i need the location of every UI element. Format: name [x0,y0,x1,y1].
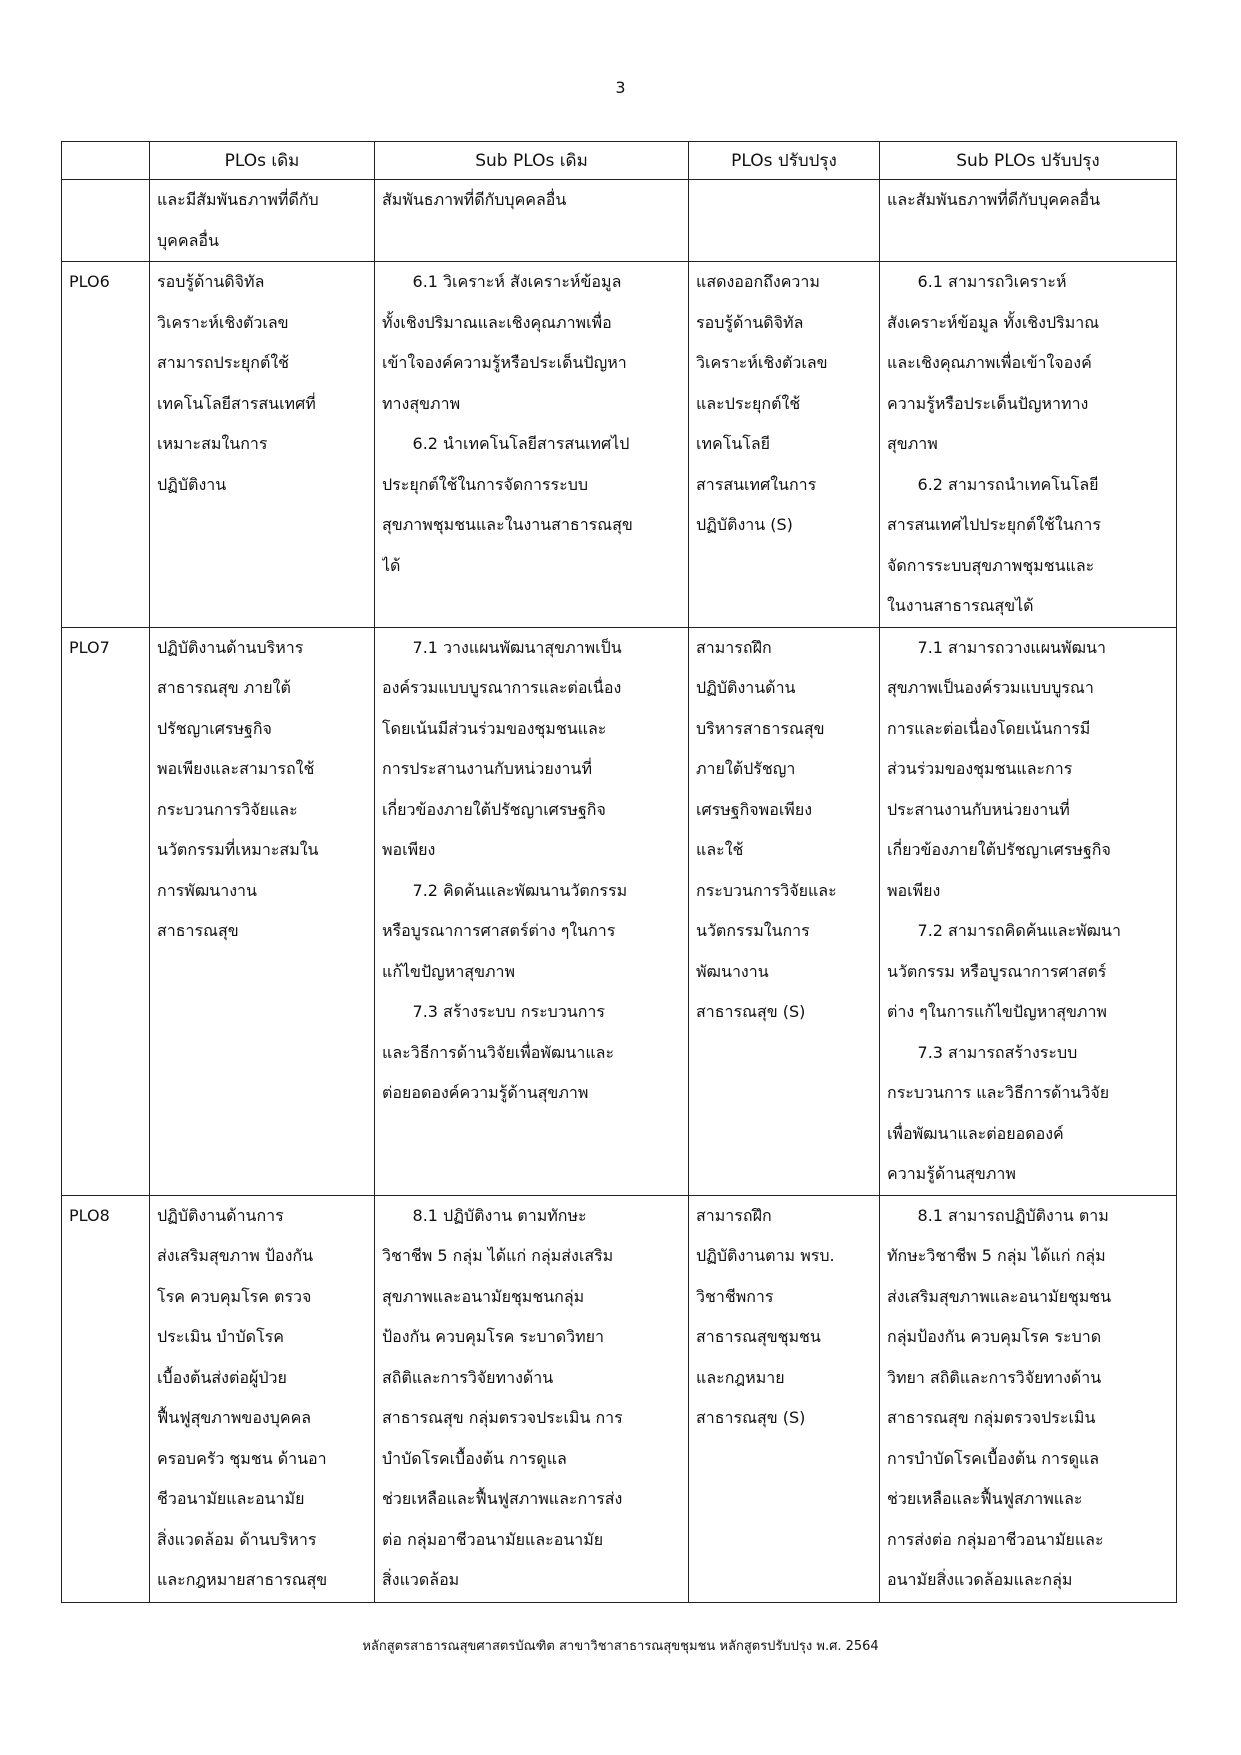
sub-plos-new-text-line: เพื่อพัฒนาและต่อยอดองค์ [887,1123,1064,1143]
plos-old-text-line: พอเพียงและสามารถใช้ [157,759,315,778]
plos-old-text-line: ปฏิบัติงาน [157,474,227,494]
plos-old-text-line: เบื้องต้นส่งต่อผู้ป่วย [157,1367,287,1387]
plos-new-text-line: แสดงออกถึงความ [696,272,820,291]
plos-new-text-line: สามารถฝึก [696,637,772,657]
sub-plos-new-text-line: 6.1 สามารถวิเคราะห์ [887,272,1067,291]
sub-plos-new-text-line: กระบวนการ และวิธีการด้านวิจัย [887,1083,1110,1102]
sub-plos-old-cell [375,180,689,262]
sub-plos-old-text-line: 8.1 ปฏิบัติงาน ตามทักษะ [382,1205,587,1225]
sub-plos-new-cell [880,627,1177,1195]
sub-plos-new-cell [880,1195,1177,1602]
plos-old-text-line: สาธารณสุข [157,921,239,940]
plos-new-text-line: วิเคราะห์เชิงตัวเลข [696,353,828,372]
sub-plos-new-text-line: ในงานสาธารณสุขได้ [887,596,1034,615]
sub-plos-new-text-line: นวัตกรรม หรือบูรณาการศาสตร์ [887,961,1107,981]
plos-new-text-line: ปฏิบัติงาน (S) [696,515,793,534]
plos-old-text-line: โรค ควบคุมโรค ตรวจ [157,1286,312,1306]
plos-old-text-line: ประเมิน บำบัดโรค [157,1327,284,1346]
plos-old-text-line: ปฏิบัติงานด้านการ [157,1205,284,1225]
sub-plos-old-text-line: ได้ [382,555,401,575]
sub-plos-new-text-line: ประสานงานกับหน่วยงานที่ [887,799,1070,819]
plos-old-text-line: สาธารณสุข ภายใต้ [157,678,291,697]
table-row [62,180,1177,262]
sub-plos-old-text-line: 6.1 วิเคราะห์ สังเคราะห์ข้อมูล [382,272,622,291]
plos-new-cell [689,262,880,628]
sub-plos-old-text-line: สถิติและการวิจัยทางด้าน [382,1367,554,1387]
plos-old-text-line: และมีสัมพันธภาพที่ดีกับ [157,190,319,209]
sub-plos-new-text-line: ทักษะวิชาชีพ 5 กลุ่ม ได้แก่ กลุ่ม [887,1246,1106,1265]
plos-old-text-line: ส่งเสริมสุขภาพ ป้องกัน [157,1246,314,1265]
plos-old-text-line: บุคคลอื่น [157,230,219,250]
header-plos-old: PLOs เดิม [150,142,375,180]
sub-plos-old-text-line: เกี่ยวข้องภายใต้ปรัชญาเศรษฐกิจ [382,799,606,819]
sub-plos-new-text-line: 8.1 สามารถปฏิบัติงาน ตาม [887,1205,1109,1225]
sub-plos-old-text-line: เข้าใจองค์ความรู้หรือประเด็นปัญหา [382,353,627,372]
plos-new-text-line: ภายใต้ปรัชญา [696,759,796,778]
plos-old-text-line: นวัตกรรมที่เหมาะสมใน [157,840,319,859]
sub-plos-old-text-line: และวิธีการด้านวิจัยเพื่อพัฒนาและ [382,1042,615,1062]
plos-old-text-line: และกฎหมายสาธารณสุข [157,1570,328,1589]
sub-plos-old-text-line: 6.2 นำเทคโนโลยีสารสนเทศไป [382,434,630,453]
sub-plos-new-text-line: การบำบัดโรคเบื้องต้น การดูแล [887,1448,1100,1468]
plos-new-text-line: พัฒนางาน [696,961,769,981]
sub-plos-old-text-line: ทั้งเชิงปริมาณและเชิงคุณภาพเพื่อ [382,312,612,332]
plos-old-text-line: ชีวอนามัยและอนามัย [157,1489,305,1508]
plos-new-text-line: กระบวนการวิจัยและ [696,880,837,900]
row-label-cell [62,262,150,628]
sub-plos-old-text-line: บำบัดโรคเบื้องต้น การดูแล [382,1448,567,1468]
sub-plos-new-text-line: สังเคราะห์ข้อมูล ทั้งเชิงปริมาณ [887,312,1100,332]
row-label-cell [62,627,150,1195]
sub-plos-old-text-line: แก้ไขปัญหาสุขภาพ [382,961,516,981]
page-number: 3 [615,78,626,97]
sub-plos-old-text-line: สัมพันธภาพที่ดีกับบุคคลอื่น [382,190,567,209]
plos-new-text-line: และกฎหมาย [696,1367,785,1387]
plos-old-cell [150,262,375,628]
sub-plos-new-text-line: ส่งเสริมสุขภาพและอนามัยชุมชน [887,1286,1112,1306]
sub-plos-new-text-line: เกี่ยวข้องภายใต้ปรัชญาเศรษฐกิจ [887,840,1111,859]
plos-new-text-line: เทคโนโลยี [696,434,771,453]
plos-old-text-line: รอบรู้ด้านดิจิทัล [157,272,265,291]
sub-plos-old-text-line: การประสานงานกับหน่วยงานที่ [382,759,592,778]
table-row [62,262,1177,628]
plos-old-text-line: สามารถประยุกต์ใช้ [157,353,290,372]
sub-plos-new-text-line: การและต่อเนื่องโดยเน้นการมี [887,718,1091,738]
plo-comparison-table [61,141,1177,1603]
row-label [69,180,142,221]
sub-plos-old-text-line: ช่วยเหลือและฟื้นฟูสภาพและการส่ง [382,1489,623,1508]
plos-new-text-line: สารสนเทศในการ [696,474,817,494]
sub-plos-old-text-line: พอเพียง [382,840,436,859]
table-row [62,1195,1177,1602]
sub-plos-new-text-line: ช่วยเหลือและฟื้นฟูสภาพและ [887,1489,1083,1508]
table-row [62,627,1177,1195]
sub-plos-new-text-line: สาธารณสุข กลุ่มตรวจประเมิน [887,1408,1096,1427]
plos-old-text-line: การพัฒนางาน [157,880,257,900]
plos-new-cell [689,1195,880,1602]
sub-plos-old-text-line: ต่อ กลุ่มอาชีวอนามัยและอนามัย [382,1529,604,1549]
sub-plos-new-text-line: การส่งต่อ กลุ่มอาชีวอนามัยและ [887,1529,1104,1549]
plos-new-text-line: นวัตกรรมในการ [696,921,810,940]
sub-plos-new-text-line: 7.3 สามารถสร้างระบบ [887,1042,1078,1062]
sub-plos-new-text-line: สุขภาพ [887,434,938,453]
sub-plos-new-cell [880,262,1177,628]
plos-new-text-line: รอบรู้ด้านดิจิทัล [696,312,804,332]
sub-plos-new-text-line: วิทยา สถิติและการวิจัยทางด้าน [887,1367,1102,1387]
sub-plos-old-text-line: ต่อยอดองค์ความรู้ด้านสุขภาพ [382,1083,589,1102]
sub-plos-new-text-line: ส่วนร่วมของชุมชนและการ [887,759,1073,778]
plos-new-text-line: เศรษฐกิจพอเพียง [696,799,813,819]
plos-old-text-line: เหมาะสมในการ [157,434,268,453]
sub-plos-new-text-line: 6.2 สามารถนำเทคโนโลยี [887,474,1099,494]
header-sub-plos-new: Sub PLOs ปรับปรุง [880,142,1177,180]
table-header-row [62,142,1177,180]
row-label: PLO8 [69,1205,110,1225]
sub-plos-old-cell [375,262,689,628]
plos-old-text-line: กระบวนการวิจัยและ [157,799,298,819]
plos-new-text-line: ปฏิบัติงานด้าน [696,678,796,697]
plos-old-cell [150,1195,375,1602]
sub-plos-new-text-line: พอเพียง [887,880,941,900]
plos-new-text-line: สาธารณสุข (S) [696,1002,806,1021]
sub-plos-new-text-line: และสัมพันธภาพที่ดีกับบุคคลอื่น [887,190,1101,209]
sub-plos-old-cell [375,1195,689,1602]
sub-plos-new-text-line: จัดการระบบสุขภาพชุมชนและ [887,555,1095,575]
plos-new-text-line: บริหารสาธารณสุข [696,718,825,738]
sub-plos-old-text-line: โดยเน้นมีส่วนร่วมของชุมชนและ [382,718,607,738]
sub-plos-old-text-line: หรือบูรณาการศาสตร์ต่าง ๆในการ [382,921,616,940]
header-plos-new: PLOs ปรับปรุง [689,142,880,180]
sub-plos-old-text-line: ประยุกต์ใช้ในการจัดการระบบ [382,474,589,494]
plos-new-text-line: สาธารณสุข (S) [696,1408,806,1427]
sub-plos-new-text-line: อนามัยสิ่งแวดล้อมและกลุ่ม [887,1570,1073,1589]
header-sub-plos-old: Sub PLOs เดิม [375,142,689,180]
plos-new-text-line: และประยุกต์ใช้ [696,393,801,413]
sub-plos-old-text-line: 7.1 วางแผนพัฒนาสุขภาพเป็น [382,637,622,657]
sub-plos-old-text-line: 7.3 สร้างระบบ กระบวนการ [382,1002,606,1021]
plos-old-cell [150,180,375,262]
sub-plos-old-text-line: วิชาชีพ 5 กลุ่ม ได้แก่ กลุ่มส่งเสริม [382,1246,614,1265]
plos-new-text-line: สามารถฝึก [696,1205,772,1225]
sub-plos-old-cell [375,627,689,1195]
plos-new-text-line: สาธารณสุขชุมชน [696,1327,821,1346]
sub-plos-new-cell [880,180,1177,262]
sub-plos-old-text-line: ป้องกัน ควบคุมโรค ระบาดวิทยา [382,1327,604,1346]
sub-plos-old-text-line: สุขภาพชุมชนและในงานสาธารณสุข [382,515,633,534]
plos-old-text-line: ฟื้นฟูสุขภาพของบุคคล [157,1408,312,1427]
row-label-cell [62,1195,150,1602]
sub-plos-new-text-line: 7.1 สามารถวางแผนพัฒนา [887,637,1106,657]
page-footer: หลักสูตรสาธารณสุขศาสตรบัณฑิต สาขาวิชาสาธารณสุขชุมชน หลักสูตรปรับปรุง พ.ศ. 2564 [362,1639,879,1654]
sub-plos-new-text-line: 7.2 สามารถคิดค้นและพัฒนา [887,921,1121,940]
row-label: PLO7 [69,637,110,657]
plos-old-text-line: ครอบครัว ชุมชน ด้านอา [157,1448,327,1468]
row-label-cell [62,180,150,262]
plos-old-text-line: ปรัชญาเศรษฐกิจ [157,718,272,738]
sub-plos-old-text-line: ทางสุขภาพ [382,393,461,413]
sub-plos-new-text-line: ต่าง ๆในการแก้ไขปัญหาสุขภาพ [887,1002,1107,1021]
sub-plos-old-text-line: องค์รวมแบบบูรณาการและต่อเนื่อง [382,678,622,697]
plos-new-text-line: และใช้ [696,840,744,859]
sub-plos-new-text-line: สารสนเทศไปประยุกต์ใช้ในการ [887,515,1101,534]
plos-old-text-line: เทคโนโลยีสารสนเทศที่ [157,393,316,413]
plos-new-cell [689,180,880,262]
sub-plos-new-text-line: ความรู้หรือประเด็นปัญหาทาง [887,393,1089,413]
sub-plos-new-text-line: และเชิงคุณภาพเพื่อเข้าใจองค์ [887,353,1092,372]
plos-old-text-line: สิ่งแวดล้อม ด้านบริหาร [157,1529,317,1549]
sub-plos-new-text-line: กลุ่มป้องกัน ควบคุมโรค ระบาด [887,1327,1102,1346]
sub-plos-old-text-line: สาธารณสุข กลุ่มตรวจประเมิน การ [382,1408,623,1427]
sub-plos-old-text-line: 7.2 คิดค้นและพัฒนานวัตกรรม [382,880,628,900]
plos-new-text-line: วิชาชีพการ [696,1286,774,1306]
sub-plos-old-text-line: สุขภาพและอนามัยชุมชนกลุ่ม [382,1286,585,1306]
sub-plos-old-text-line: สิ่งแวดล้อม [382,1570,460,1589]
plos-new-text-line: ปฏิบัติงานตาม พรบ. [696,1246,835,1265]
header-row-label [62,142,150,180]
plos-new-cell [689,627,880,1195]
plos-old-text-line: ปฏิบัติงานด้านบริหาร [157,637,304,657]
plos-old-cell [150,627,375,1195]
plos-old-text-line: วิเคราะห์เชิงตัวเลข [157,312,289,332]
row-label: PLO6 [69,272,110,291]
sub-plos-new-text-line: ความรู้ด้านสุขภาพ [887,1164,1016,1183]
sub-plos-new-text-line: สุขภาพเป็นองค์รวมแบบบูรณา [887,678,1094,697]
